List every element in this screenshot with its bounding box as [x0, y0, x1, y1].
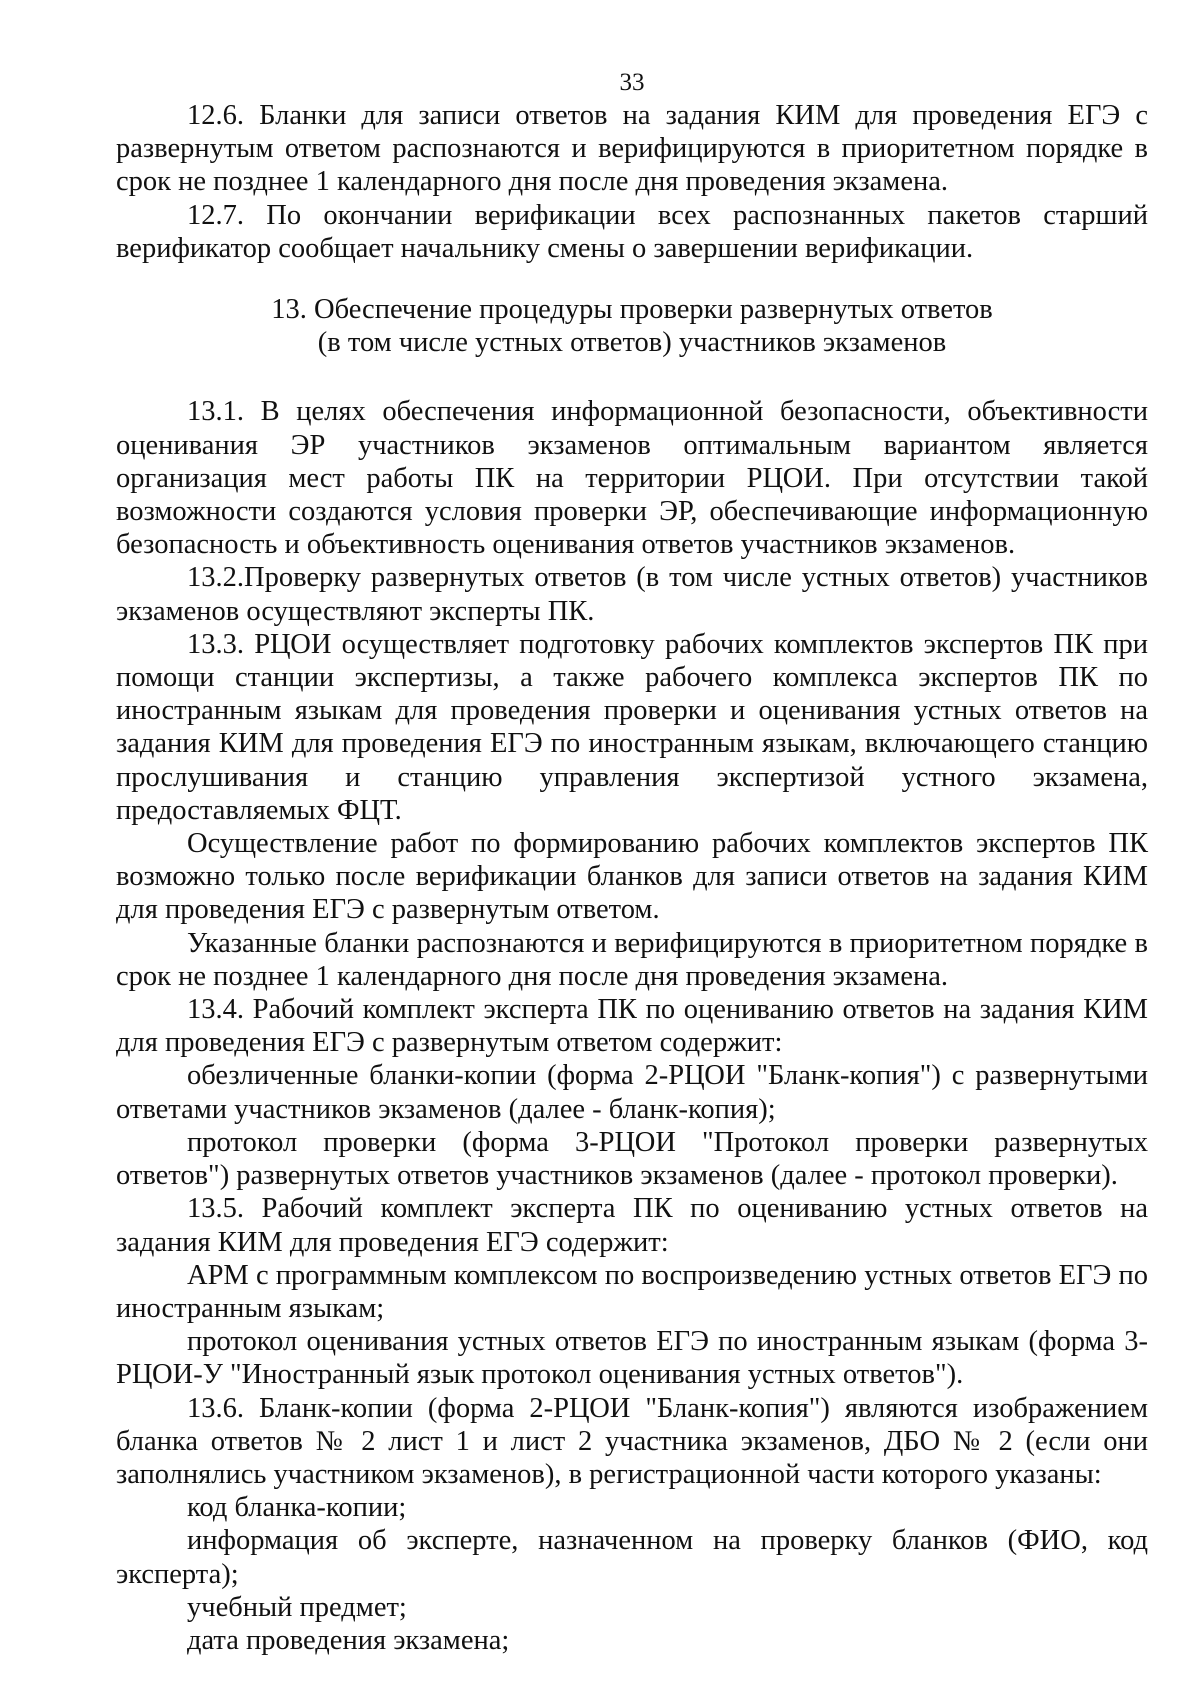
list-item-exam-date: дата проведения экзамена; [187, 1624, 510, 1656]
document-body [116, 99, 1148, 1657]
list-item-oral-protocol: протокол оценивания устных ответов ЕГЭ по иностранным языкам (форма 3-РЦОИ-У "Иностранный язык протокол оценивания устных ответов"). [116, 1326, 1148, 1391]
section-heading-line-1: 13. Обеспечение процедуры проверки развернутых ответов [271, 294, 993, 326]
section-heading-13 [116, 293, 1148, 359]
paragraph-12-7: 12.7. По окончании верификации всех распознанных пакетов старший верификатор сообщает начальнику смены о завершении верификации. [116, 199, 1148, 264]
paragraph-13-4: 13.4. Рабочий комплект эксперта ПК по оцениванию ответов на задания КИМ для проведения ЕГЭ с развернутым ответом содержит: [116, 994, 1148, 1059]
paragraph-13-1: 13.1. В целях обеспечения информационной безопасности, объективности оценивания ЭР участников экзаменов оптимальным вариантом является организация мест работы ПК на территории РЦОИ. При отсутствии такой возможности создаются условия проверки ЭР, обеспечивающие информационную безопасность и объективность оценивания ответов участников экзаменов. [116, 396, 1148, 561]
paragraph-blanks-recognition: Указанные бланки распознаются и верифицируются в приоритетном порядке в срок не позднее 1 календарного дня после дня проведения экзамена. [116, 927, 1148, 992]
list-item-expert-info: информация об эксперте, назначенном на проверку бланков (ФИО, код эксперта); [116, 1525, 1148, 1590]
list-item-subject: учебный предмет; [187, 1591, 407, 1623]
list-item-check-protocol: протокол проверки (форма 3-РЦОИ "Протокол проверки развернутых ответов") развернутых ответов участников экзаменов (далее - протокол проверки). [116, 1126, 1148, 1192]
paragraph-13-2: 13.2.Проверку развернутых ответов (в том числе устных ответов) участников экзаменов осуществляют эксперты ПК. [116, 562, 1148, 627]
section-heading-line-2: (в том числе устных ответов) участников экзаменов [317, 327, 947, 359]
paragraph-kit-formation: Осуществление работ по формированию рабочих комплектов экспертов ПК возможно только после верификации бланков для записи ответов на задания КИМ для проведения ЕГЭ с развернутым ответом. [116, 828, 1148, 926]
list-item-blank-code: код бланка-копии; [187, 1492, 407, 1524]
paragraph-13-3: 13.3. РЦОИ осуществляет подготовку рабочих комплектов экспертов ПК при помощи станции экспертизы, а также рабочего комплекса экспертов ПК по иностранным языкам для проведения проверки и оценивания устных ответов на задания КИМ для проведения ЕГЭ по иностранным языкам, включающего станцию прослушивания и станцию управления экспертизой устного экзамена, предоставляемых ФЦТ. [116, 628, 1148, 826]
paragraph-12-6: 12.6. Бланки для записи ответов на задания КИМ для проведения ЕГЭ с развернутым ответом распознаются и верифицируются в приоритетном порядке в срок не позднее 1 календарного дня после дня проведения экзамена. [116, 100, 1148, 198]
list-item-blank-copies: обезличенные бланки-копии (форма 2-РЦОИ "Бланк-копия") с развернутыми ответами участников экзаменов (далее - бланк-копия); [116, 1060, 1148, 1125]
page-number: 33 [619, 69, 645, 96]
list-item-arm: АРМ с программным комплексом по воспроизведению устных ответов ЕГЭ по иностранным языкам; [116, 1259, 1148, 1324]
paragraph-13-6: 13.6. Бланк-копии (форма 2-РЦОИ "Бланк-копия") являются изображением бланка ответов № 2 лист 1 и лист 2 участника экзаменов, ДБО № 2 (если они заполнялись участником экзаменов), в регистрационной части которого указаны: [116, 1392, 1148, 1490]
paragraph-13-5: 13.5. Рабочий комплект эксперта ПК по оцениванию устных ответов на задания КИМ для проведения ЕГЭ содержит: [116, 1193, 1148, 1258]
